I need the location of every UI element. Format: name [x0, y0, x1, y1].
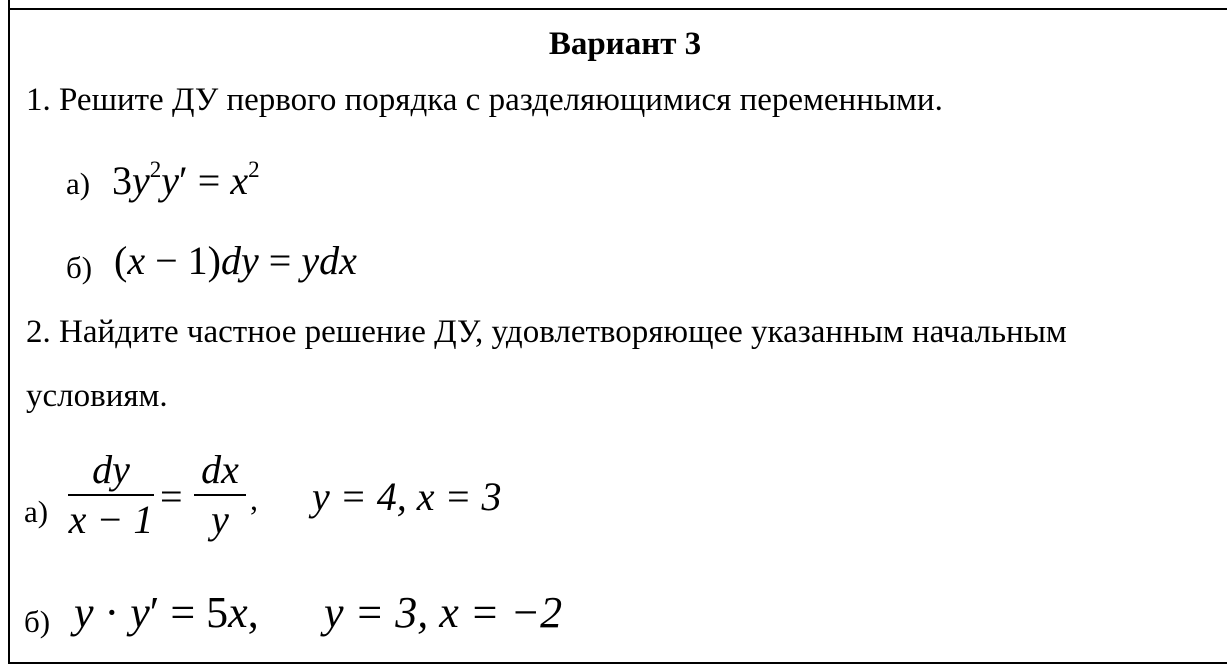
- task1-b-equation: (x − 1)dy = ydx: [114, 238, 357, 283]
- task1-text: 1. Решите ДУ первого порядка с разделяющимися переменными.: [26, 82, 943, 118]
- task2-b-equation: y · y′ = 5x,: [74, 588, 259, 637]
- fraction-denominator: y: [211, 497, 229, 542]
- task2-text-line1: 2. Найдите частное решение ДУ, удовлетворяющее указанным начальным: [26, 314, 1067, 350]
- frame-top-edge: [8, 0, 10, 8]
- task2-a-fraction-left: [68, 448, 154, 542]
- task1-b-label: б): [66, 250, 93, 285]
- task1-a-label: а): [66, 166, 91, 201]
- fraction-bar: [194, 494, 246, 496]
- task2-a-label: а): [24, 494, 49, 529]
- task2-a-comma: ,: [250, 481, 258, 517]
- task2-text-line2: условиям.: [26, 378, 168, 414]
- task1-a-equation: $3y^2y' = x^2$: [112, 157, 260, 203]
- fraction-numerator: dx: [201, 447, 239, 492]
- task2-b-conditions: y = 3, x = −2: [324, 588, 563, 637]
- task2-a-fraction-right: [194, 448, 246, 542]
- fraction-denominator: x − 1: [68, 497, 154, 542]
- variant-title: Вариант 3: [548, 26, 702, 62]
- task2-a-conditions: y = 4, x = 3: [312, 474, 502, 519]
- fraction-numerator: dy: [92, 447, 130, 492]
- task2-a-equals: =: [160, 474, 183, 519]
- task2-b-label: б): [24, 604, 51, 639]
- fraction-bar: [68, 494, 154, 496]
- document-frame: [8, 8, 1227, 664]
